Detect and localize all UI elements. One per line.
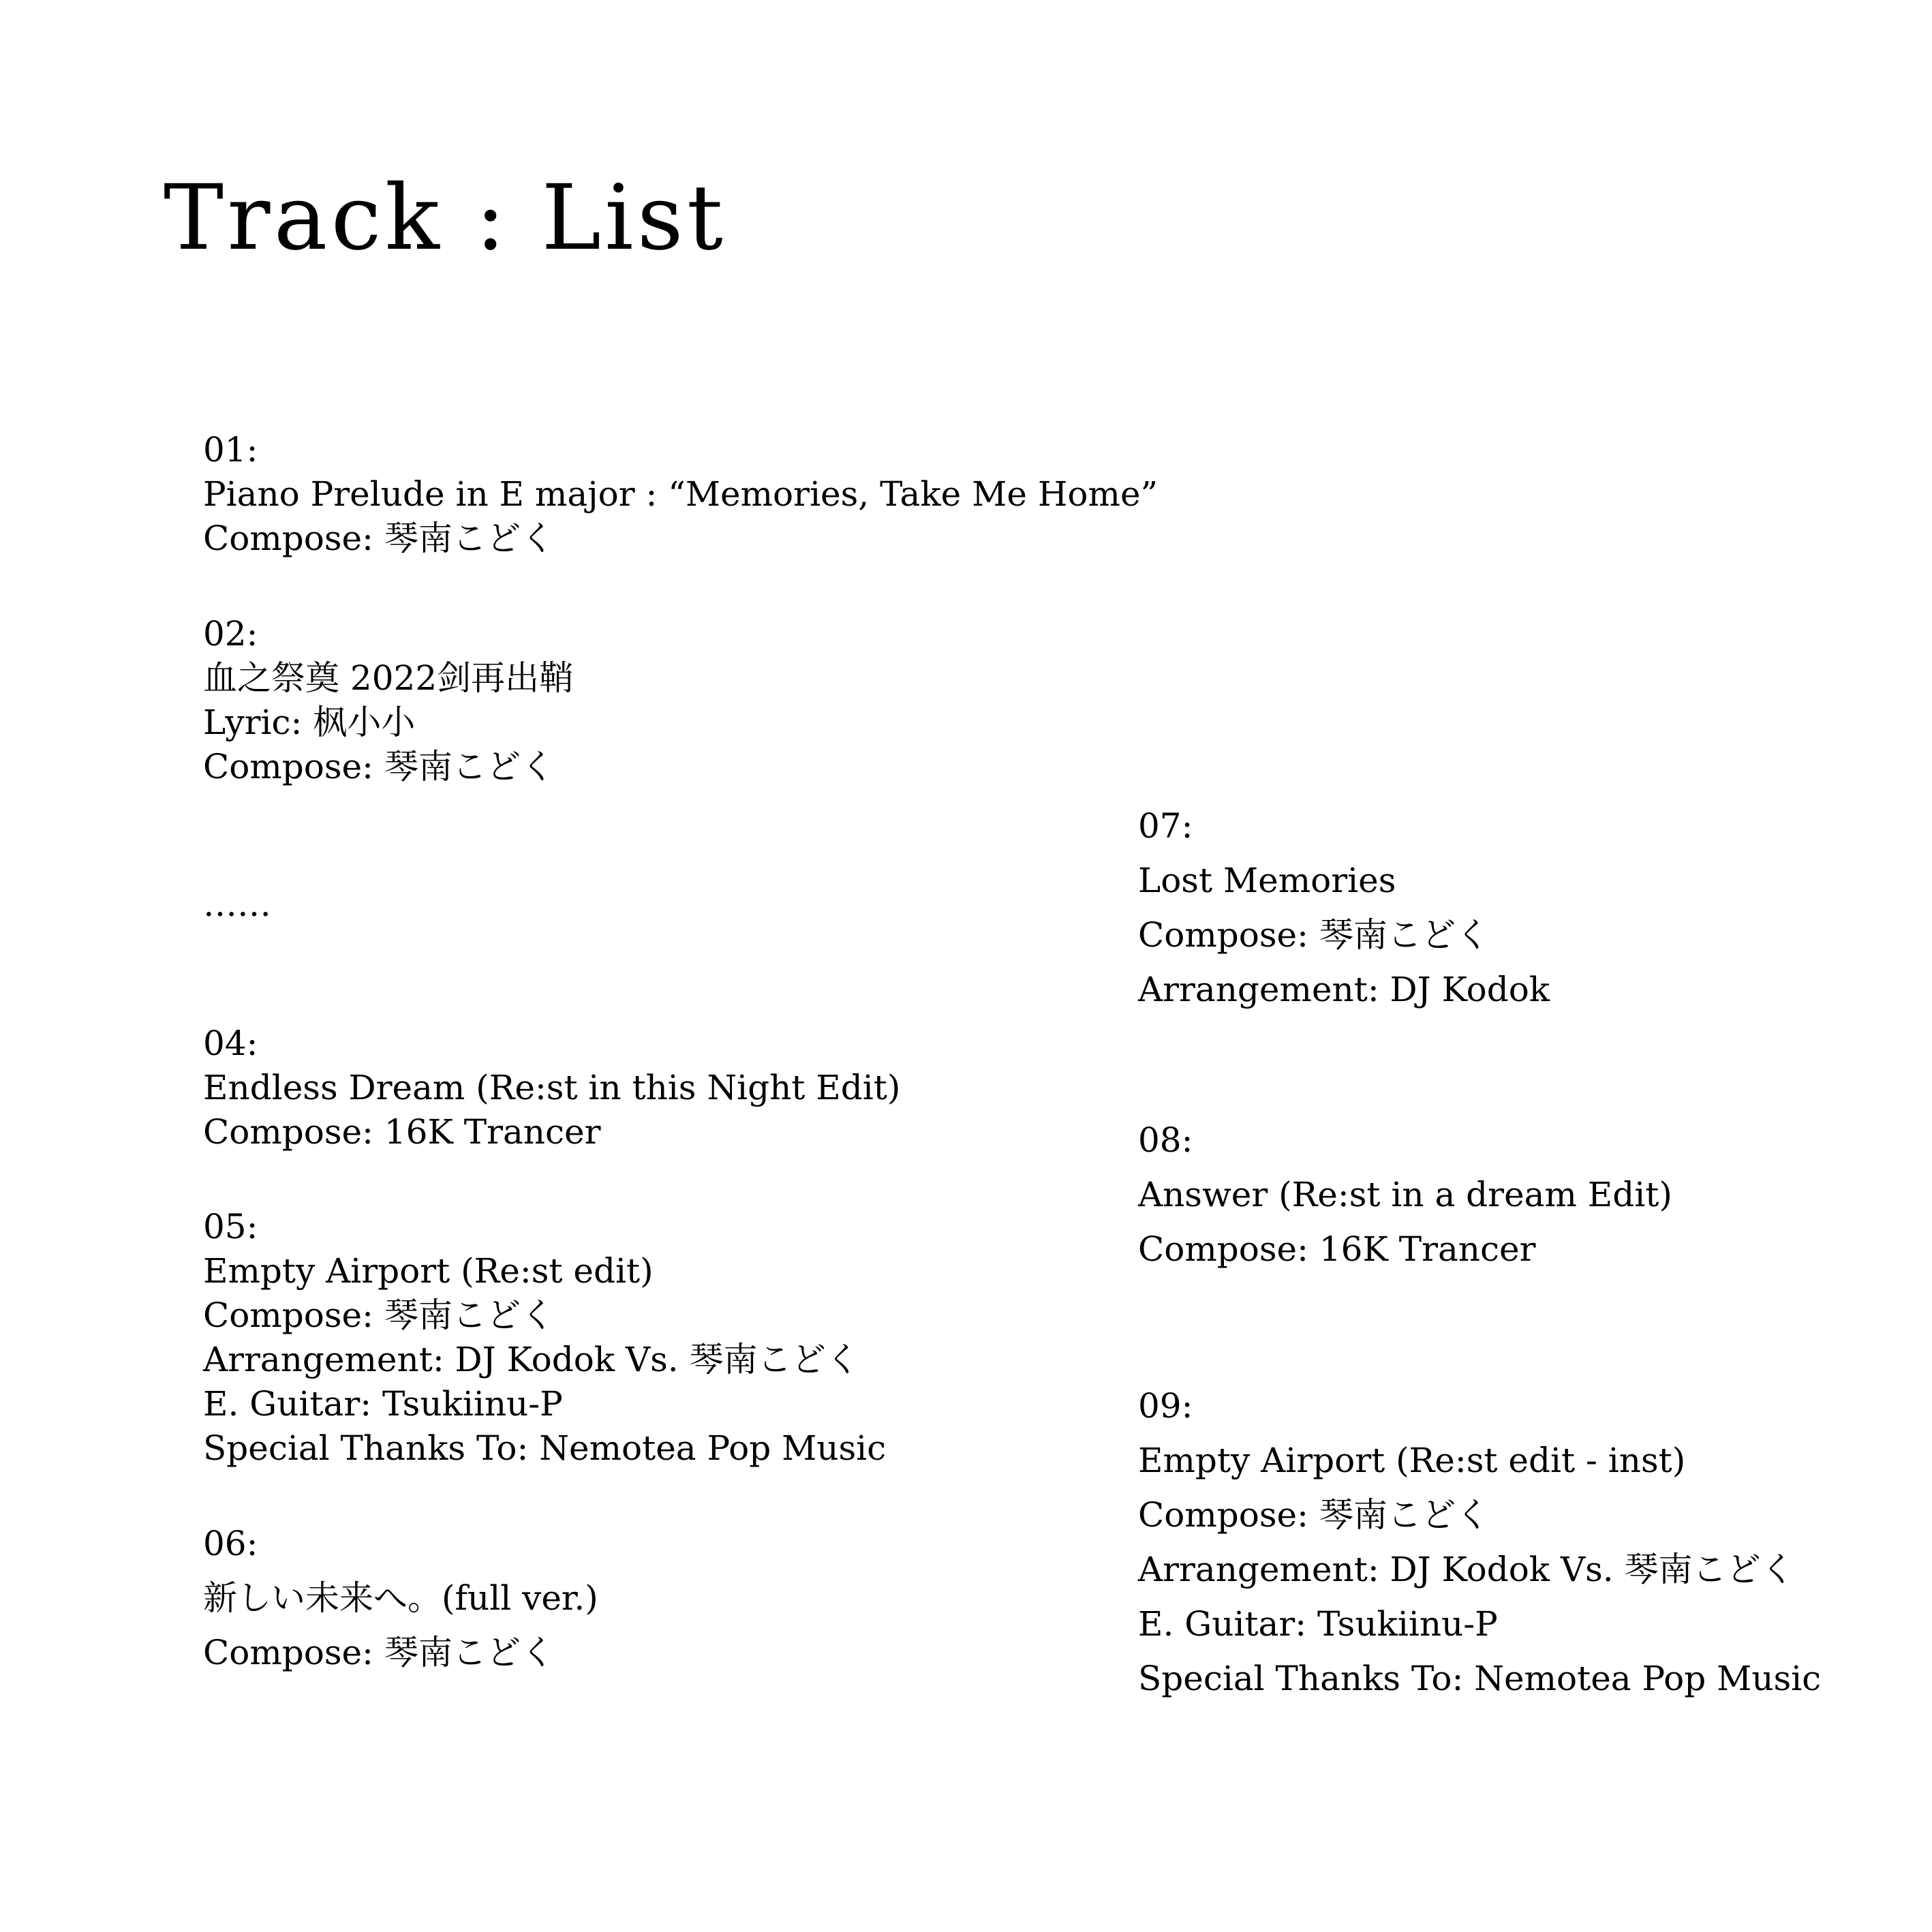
track-block-01 [203, 428, 1158, 561]
track-credit-compose: Compose: 琴南こどく [203, 519, 555, 558]
track-credit-thanks: Special Thanks To: Nemotea Pop Music [203, 1428, 887, 1468]
track-title: Piano Prelude in E major : “Memories, Take Me Home” [203, 474, 1159, 514]
track-credit-compose: Compose: 16K Trancer [1138, 1229, 1536, 1269]
track-block-02 [203, 612, 573, 789]
track-title: Lost Memories [1138, 861, 1396, 900]
track-credit-guitar: E. Guitar: Tsukiinu-P [203, 1384, 563, 1424]
track-title: Endless Dream (Re:st in this Night Edit) [203, 1068, 901, 1107]
track-block-04 [203, 1022, 900, 1154]
page-title: Track : List [164, 166, 727, 271]
track-block-09 [1138, 1379, 1821, 1706]
track-block-08 [1138, 1113, 1672, 1276]
track-number: 04: [203, 1024, 258, 1063]
track-block-06 [203, 1516, 598, 1680]
track-number: 05: [203, 1207, 258, 1246]
track-block-03-ellipsis [203, 883, 271, 927]
track-number: 07: [1138, 806, 1193, 846]
track-number: 01: [203, 430, 258, 470]
track-credit-compose: Compose: 16K Trancer [203, 1112, 601, 1152]
track-title: Answer (Re:st in a dream Edit) [1138, 1175, 1672, 1214]
track-block-07 [1138, 799, 1550, 1017]
ellipsis-text: …… [203, 885, 271, 924]
track-title: Empty Airport (Re:st edit) [203, 1251, 654, 1291]
track-credit-compose: Compose: 琴南こどく [203, 747, 555, 786]
track-credit-arrangement: Arrangement: DJ Kodok Vs. 琴南こどく [203, 1340, 860, 1379]
track-credit-thanks: Special Thanks To: Nemotea Pop Music [1138, 1659, 1822, 1698]
track-credit-lyric: Lyric: 枫小小 [203, 703, 416, 742]
track-number: 09: [1138, 1386, 1193, 1426]
track-title: 血之祭奠 2022剑再出鞘 [203, 658, 574, 698]
track-credit-compose: Compose: 琴南こどく [203, 1633, 555, 1672]
track-number: 06: [203, 1524, 258, 1563]
track-credit-compose: Compose: 琴南こどく [1138, 1495, 1490, 1535]
track-title: Empty Airport (Re:st edit - inst) [1138, 1441, 1686, 1480]
track-block-05 [203, 1205, 886, 1471]
track-credit-arrangement: Arrangement: DJ Kodok Vs. 琴南こどく [1138, 1550, 1795, 1589]
track-credit-compose: Compose: 琴南こどく [203, 1295, 555, 1335]
track-number: 02: [203, 614, 258, 654]
track-credit-guitar: E. Guitar: Tsukiinu-P [1138, 1604, 1498, 1644]
track-title: 新しい未来へ。(full ver.) [203, 1578, 598, 1618]
track-credit-arrangement: Arrangement: DJ Kodok [1138, 970, 1550, 1009]
track-number: 08: [1138, 1120, 1193, 1160]
track-credit-compose: Compose: 琴南こどく [1138, 915, 1490, 955]
